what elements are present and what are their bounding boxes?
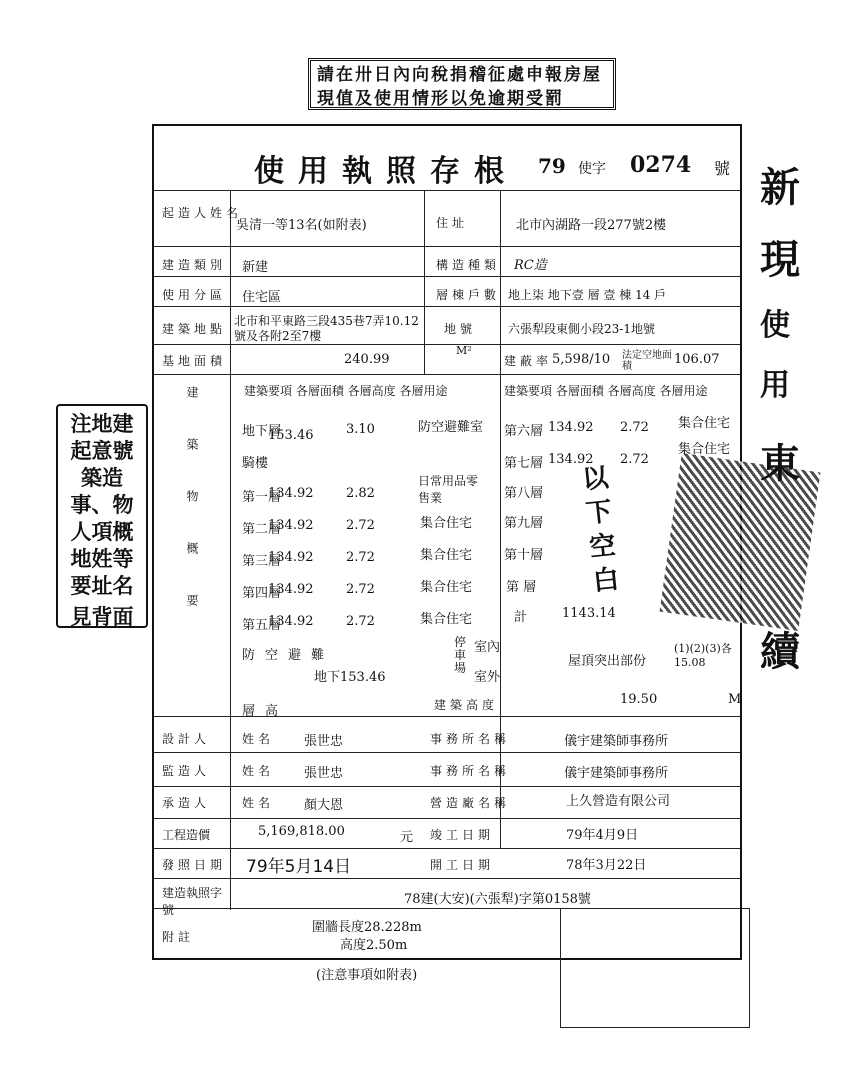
f5-height: 2.72 <box>346 614 375 629</box>
permit-label: 建造執照字號 <box>162 886 223 917</box>
use-zone-value: 住宅區 <box>242 290 282 305</box>
blank-below-stamp: 以下空白 <box>580 463 621 598</box>
f5-use: 集合住宅 <box>420 612 473 627</box>
land-value: 六張犁段東側小段23-1地號 <box>508 322 655 336</box>
f5-area: 134.92 <box>268 614 314 629</box>
approval-box <box>560 908 750 1028</box>
f6-label: 第六層 <box>504 424 544 439</box>
issue-date-value: 79年5月14日 <box>246 857 352 877</box>
notice-left-text: 注地建起意號築造事、物人項概地姓等要址名 <box>70 411 134 598</box>
building-height-value: 19.50 <box>620 692 658 707</box>
start-date-value: 78年3月22日 <box>566 858 647 873</box>
basement-area: 153.46 <box>268 428 314 443</box>
doc-word: 使字 <box>578 161 606 177</box>
basement-use: 防空避難室 <box>418 420 484 435</box>
designer-office-label: 事務所名稱 <box>430 732 511 746</box>
side-char-1: 新 <box>760 164 800 211</box>
parking-label: 停車場 <box>454 635 467 675</box>
structure-label: 構造種類 <box>436 258 501 272</box>
floors-label: 層棟戶數 <box>436 288 501 302</box>
open-area-label: 法定空地面積 <box>622 350 672 372</box>
total-label: 計 <box>514 610 528 625</box>
use-zone-label: 使用分區 <box>162 288 227 302</box>
notice-stamp-left <box>56 404 148 628</box>
supervisor-office: 儀宇建築師事務所 <box>564 766 669 781</box>
address-label: 住址 <box>436 216 469 230</box>
f1-height: 2.82 <box>346 486 375 501</box>
supervisor-value: 張世忠 <box>304 766 344 781</box>
coverage-label: 建蔽率 <box>504 354 553 368</box>
contractor-name-label: 姓名 <box>242 796 275 810</box>
f4-area: 134.92 <box>268 582 314 597</box>
builder-label: 起造人姓名 <box>162 206 243 220</box>
f2-area: 134.92 <box>268 518 314 533</box>
build-type-value: 新建 <box>242 260 269 275</box>
builder-value: 吳清一等13名(如附表) <box>236 218 367 233</box>
basement-height: 3.10 <box>346 422 375 437</box>
open-area-value: 106.07 <box>674 352 720 367</box>
issue-date-label: 發照日期 <box>162 858 227 872</box>
base-area-label: 基地面積 <box>162 354 227 368</box>
designer-value: 張世忠 <box>304 734 344 749</box>
stories-label: 層高 <box>242 704 289 719</box>
side-char-4: 用 <box>760 368 790 403</box>
site-value: 北市和平東路三段435巷7弄10.12號及各附2至7樓 <box>234 314 419 343</box>
f4-use: 集合住宅 <box>420 580 473 595</box>
notice-left-back: 見背面 <box>70 604 134 629</box>
supervisor-label: 監造人 <box>162 764 211 778</box>
remark-1: 圍牆長度28.228m <box>312 920 422 935</box>
contractor-company-label: 營造廠名稱 <box>430 796 511 810</box>
cost-value: 5,169,818.00 <box>258 824 345 839</box>
designer-office: 儀宇建築師事務所 <box>564 734 669 749</box>
f7-label: 第七層 <box>504 456 544 471</box>
doc-year: 79 <box>538 154 566 178</box>
side-char-2: 現 <box>760 236 800 283</box>
f6-area: 134.92 <box>548 420 594 435</box>
permit-form <box>152 124 742 960</box>
notice-stamp-top: 請在卅日內向稅捐稽征處申報房屋現值及使用情形以免逾期受罰 <box>308 58 616 110</box>
f2-label: 第二層 <box>242 522 282 537</box>
height-unit: M <box>728 692 742 707</box>
air-raid-value: 地下153.46 <box>314 670 386 685</box>
completion-value: 79年4月9日 <box>566 828 639 843</box>
roof-label: 屋頂突出部份 <box>568 654 647 669</box>
permit-value: 78建(大安)(六張犁)字第0158號 <box>404 892 591 907</box>
f9-label: 第九層 <box>504 516 544 531</box>
parking-outdoor: 室外 <box>474 670 501 685</box>
f3-label: 第三層 <box>242 554 282 569</box>
base-area-value: 240.99 <box>344 352 390 367</box>
side-char-3: 使 <box>760 308 790 343</box>
form-title: 使用執照存根 <box>254 154 518 189</box>
f7-height: 2.72 <box>620 452 649 467</box>
f2-use: 集合住宅 <box>420 516 473 531</box>
basement-label: 地下層 <box>242 424 282 439</box>
side-char-6: 續 <box>760 628 800 675</box>
yuan-label: 元 <box>400 830 414 845</box>
contractor-value: 顏大恩 <box>304 798 344 813</box>
floor-header-right: 建築要項 各層面積 各層高度 各層用途 <box>504 384 708 398</box>
f2-height: 2.72 <box>346 518 375 533</box>
remarks-label: 附註 <box>162 930 195 944</box>
total-area: 1143.14 <box>562 606 616 621</box>
roof-value: (1)(2)(3)各15.08 <box>674 642 732 669</box>
base-area-unit: M² <box>456 344 472 357</box>
contractor-label: 承造人 <box>162 796 211 810</box>
remark-2: 高度2.50m <box>340 938 408 953</box>
f3-area: 134.92 <box>268 550 314 565</box>
floor-extra-label: 第 層 <box>506 580 537 595</box>
start-date-label: 開工日期 <box>430 858 495 872</box>
f3-use: 集合住宅 <box>420 548 473 563</box>
contractor-company: 上久營造有限公司 <box>566 794 671 809</box>
f5-label: 第五層 <box>242 618 282 633</box>
f7-use: 集合住宅 <box>678 442 731 457</box>
floor-header-left: 建築要項 各層面積 各層高度 各層用途 <box>244 384 448 398</box>
f1-area: 134.92 <box>268 486 314 501</box>
build-type-label: 建造類別 <box>162 258 227 272</box>
doc-number: 0274 <box>630 152 692 178</box>
coverage-value: 5,598/10 <box>552 352 611 367</box>
f6-use: 集合住宅 <box>678 416 731 431</box>
supervisor-name-label: 姓名 <box>242 764 275 778</box>
f1-use: 日常用品零售業 <box>418 474 479 505</box>
address-value: 北市內湖路一段277號2樓 <box>516 218 667 233</box>
f10-label: 第十層 <box>504 548 544 563</box>
designer-label: 設計人 <box>162 732 211 746</box>
f3-height: 2.72 <box>346 550 375 565</box>
air-raid-label: 防空避難 <box>242 648 335 663</box>
side-char-5: 東 <box>760 440 800 487</box>
facility-label: 建築物概要 <box>185 386 199 646</box>
land-label: 地號 <box>444 322 477 336</box>
completion-label: 竣工日期 <box>430 828 495 842</box>
cost-label: 工程造價 <box>162 828 211 842</box>
penthouse-label: 騎樓 <box>242 456 269 471</box>
f4-height: 2.72 <box>346 582 375 597</box>
designer-name-label: 姓名 <box>242 732 275 746</box>
f8-label: 第八層 <box>504 486 544 501</box>
supervisor-office-label: 事務所名稱 <box>430 764 511 778</box>
f7-area: 134.92 <box>548 452 594 467</box>
floors-value: 地上柒 地下壹 層 壹 棟 14 戶 <box>508 288 667 302</box>
f4-label: 第四層 <box>242 586 282 601</box>
footer-note: (注意事項如附表) <box>316 968 418 983</box>
site-label: 建築地點 <box>162 322 227 336</box>
f1-label: 第一層 <box>242 490 282 505</box>
f6-height: 2.72 <box>620 420 649 435</box>
doc-suffix: 號 <box>714 159 731 178</box>
structure-value: RC造 <box>514 258 547 273</box>
parking-indoor: 室內 <box>474 640 501 655</box>
building-height-label: 建築高度 <box>434 698 499 712</box>
